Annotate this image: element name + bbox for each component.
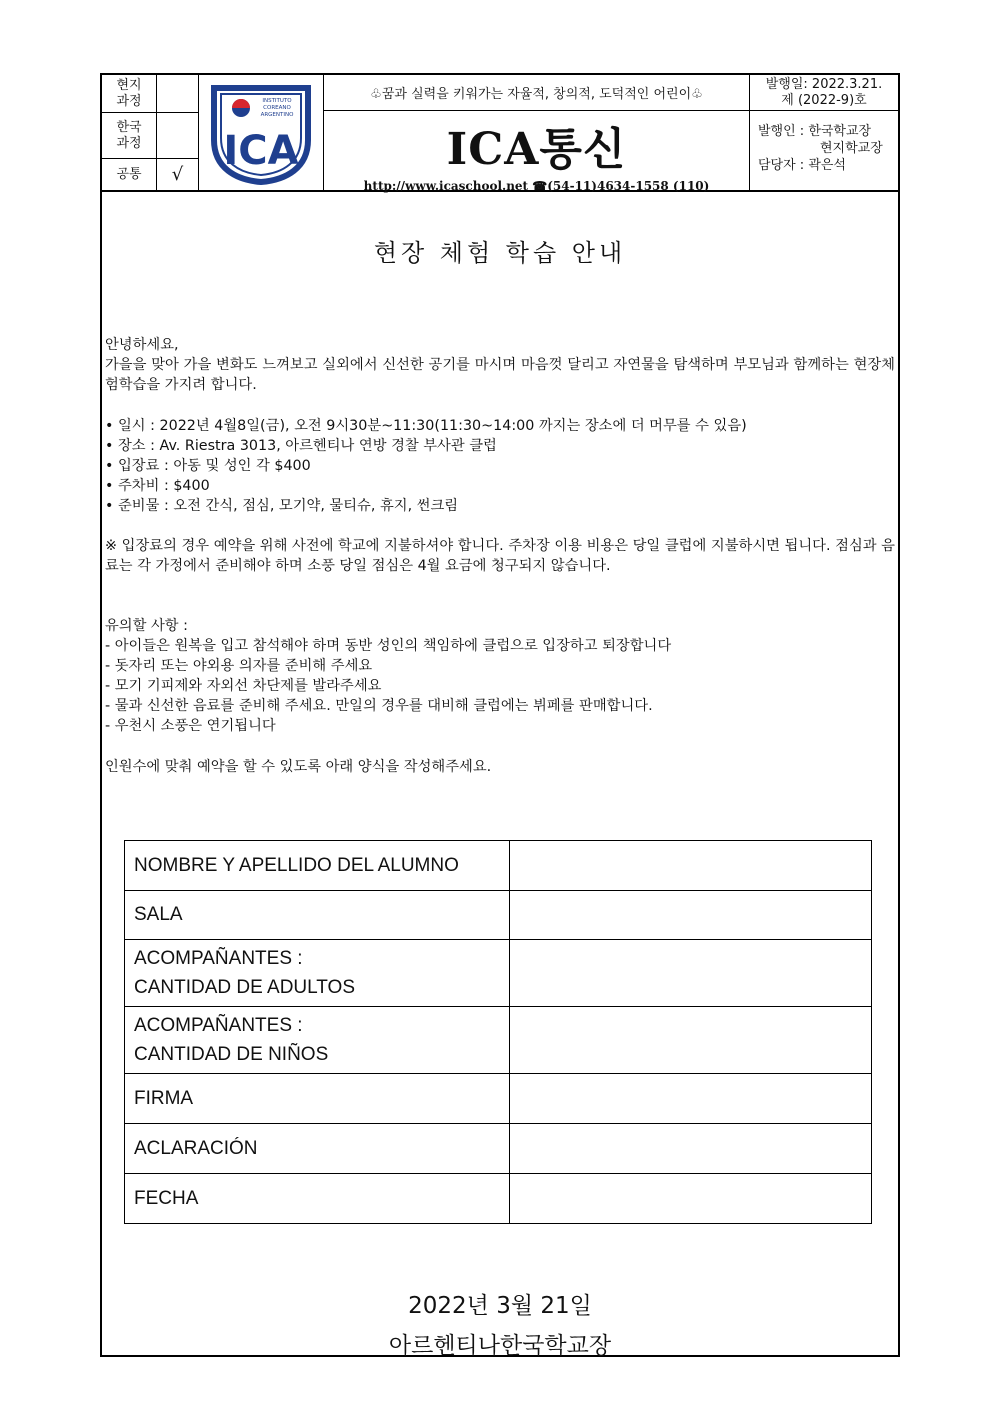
form-label: NOMBRE Y APELLIDO DEL ALUMNO xyxy=(125,841,510,891)
detail-supplies: • 준비물 : 오전 간식, 점심, 모기약, 물티슈, 휴지, 썬크림 xyxy=(105,498,459,514)
logo-cell xyxy=(199,75,324,190)
children-count-field[interactable] xyxy=(510,1007,872,1074)
title-cell xyxy=(324,111,750,193)
caution-item: - 우천시 소풍은 연기됩니다 xyxy=(105,718,276,734)
form-row-date xyxy=(125,1174,872,1224)
logo-text-3: ARGENTINO xyxy=(260,112,294,118)
intro-block xyxy=(105,335,895,395)
detail-parking-fee: • 주차비 : $400 xyxy=(105,478,210,494)
footer-school: 아르헨티나한국학교장 xyxy=(388,1333,612,1359)
intro-text: 가을을 맞아 가을 변화도 느껴보고 실외에서 신선한 공기를 마시며 마음껏 달리고 자연물을 탐색하며 부모님과 함께하는 현장체험학습을 가지려 합니다. xyxy=(105,357,895,393)
footer-date: 2022년 3월 21일 xyxy=(408,1293,592,1319)
reservation-form xyxy=(124,840,872,1224)
form-label-adults xyxy=(125,940,510,1007)
label-korean-course: 한국 과정 xyxy=(102,113,157,159)
issue-number: 제 (2022-9)호 xyxy=(781,92,867,108)
logo-mark: ICA xyxy=(223,128,299,174)
cautions-block xyxy=(105,616,895,736)
cautions-title: 유의할 사항 : xyxy=(105,618,188,634)
form-label-children xyxy=(125,1007,510,1074)
form-label-line: ACOMPAÑANTES : xyxy=(134,1015,303,1036)
clarification-field[interactable] xyxy=(510,1124,872,1174)
caution-item: - 모기 기피제와 자외선 차단제를 발라주세요 xyxy=(105,678,382,694)
caution-item: - 물과 신선한 음료를 준비해 주세요. 만일의 경우를 대비해 클럽에는 뷔페를 판매합니다. xyxy=(105,698,653,714)
notice-text: ※ 입장료의 경우 예약을 위해 사전에 학교에 지불하셔야 합니다. 주차장 이용 비용은 당일 클럽에 지불하시면 됩니다. 점심과 음료는 각 가정에서 준비해야 하며 소풍 당일 점심은 4월 요금에 청구되지 않습니다. xyxy=(105,538,895,574)
form-row-student-name xyxy=(125,841,872,891)
form-label: SALA xyxy=(125,891,510,940)
contact-person: 담당자 : 곽은석 xyxy=(758,158,846,173)
newsletter-title: ICA통신 xyxy=(446,123,627,175)
newsletter-header xyxy=(102,75,898,192)
adults-count-field[interactable] xyxy=(510,940,872,1007)
label-local-course: 현지 과정 xyxy=(102,75,157,113)
student-name-field[interactable] xyxy=(510,841,872,891)
label-common: 공통 xyxy=(102,159,157,190)
form-row-clarification xyxy=(125,1124,872,1174)
ica-logo xyxy=(206,80,316,185)
publisher-cell xyxy=(750,111,898,190)
detail-time: • 일시 : 2022년 4월8일(금), 오전 9시30분~11:30(11:30~14:00 까지는 장소에 더 머무를 수 있음) xyxy=(105,418,747,434)
date-field[interactable] xyxy=(510,1174,872,1224)
details-list xyxy=(105,416,895,516)
detail-place: • 장소 : Av. Riestra 3013, 아르헨티나 연방 경찰 부사관 클럽 xyxy=(105,438,497,454)
form-label-line: ACOMPAÑANTES : xyxy=(134,948,303,969)
signature-field[interactable] xyxy=(510,1074,872,1124)
detail-entry-fee: • 입장료 : 아동 및 성인 각 $400 xyxy=(105,458,311,474)
caution-item: - 아이들은 원복을 입고 참석해야 하며 동반 성인의 책임하에 클럽으로 입장하고 퇴장합니다 xyxy=(105,638,672,654)
form-request: 인원수에 맞춰 예약을 할 수 있도록 아래 양식을 작성해주세요. xyxy=(105,759,492,775)
check-korean-course xyxy=(157,113,199,159)
issue-date: 발행일: 2022.3.21. xyxy=(765,76,883,92)
form-label-line: CANTIDAD DE ADULTOS xyxy=(134,977,356,998)
page-frame xyxy=(100,73,900,1357)
form-row-children xyxy=(125,1007,872,1074)
slogan: ♧꿈과 실력을 키워가는 자율적, 창의적, 도덕적인 어린이♧ xyxy=(324,75,750,111)
form-row-class xyxy=(125,891,872,940)
check-common: √ xyxy=(157,159,199,190)
issue-cell xyxy=(750,75,898,111)
logo-text-2: COREANO xyxy=(263,105,291,111)
contact-line: http://www.icaschool.net ☎(54-11)4634-1558 (110) xyxy=(363,178,710,193)
form-label: FECHA xyxy=(125,1174,510,1224)
caution-item: - 돗자리 또는 야외용 의자를 준비해 주세요 xyxy=(105,658,373,674)
page-heading: 현장 체험 학습 안내 xyxy=(373,239,627,267)
logo-text-1: INSTITUTO xyxy=(262,98,292,104)
check-local-course xyxy=(157,75,199,113)
publisher-line-2: 현지학교장 xyxy=(820,141,883,156)
class-field[interactable] xyxy=(510,891,872,940)
form-row-signature xyxy=(125,1074,872,1124)
publisher-line-1: 발행인 : 한국학교장 xyxy=(758,124,872,139)
greeting: 안녕하세요, xyxy=(105,337,179,353)
form-label: ACLARACIÓN xyxy=(125,1124,510,1174)
form-label: FIRMA xyxy=(125,1074,510,1124)
form-label-line: CANTIDAD DE NIÑOS xyxy=(134,1044,329,1065)
form-row-adults xyxy=(125,940,872,1007)
